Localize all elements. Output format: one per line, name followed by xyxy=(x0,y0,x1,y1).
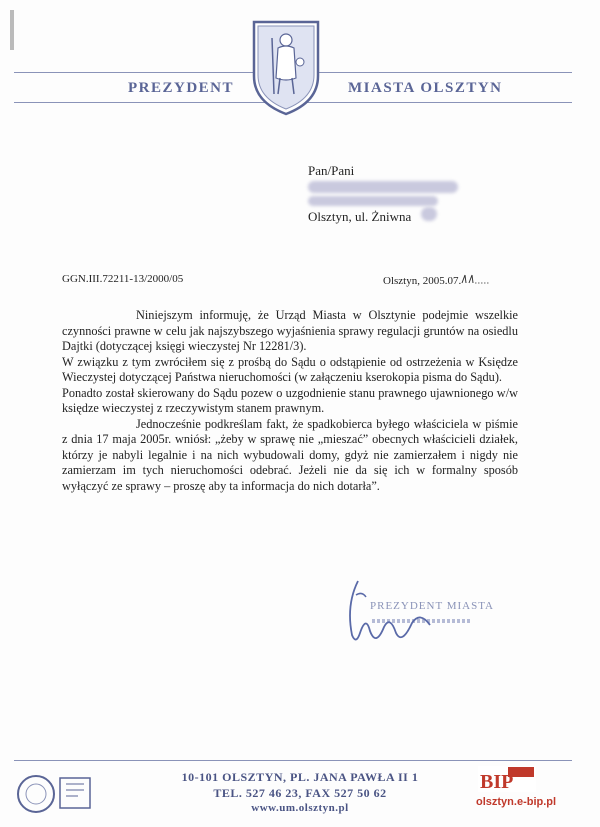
city-crest-icon xyxy=(250,18,322,116)
redacted-address xyxy=(308,196,438,206)
header-title-left: PREZYDENT xyxy=(128,80,235,96)
reference-number: GGN.III.72211-13/2000/05 xyxy=(62,273,184,285)
svg-text:PREZYDENT MIASTA: PREZYDENT MIASTA xyxy=(370,600,495,612)
paragraph-4: Jednocześnie podkreślam fakt, że spadkobierca byłego właściciela w piśmie z dnia 17 maja 2005r. wniósł: „żeby w sprawę nie „mieszać” obecnych właścicieli działek, którzy je nabyli legalnie i na nich wybudowali domy, gdyż nie zamierzałem i nigdy nie zamierzam im tych nieruchomości odebrać. Jeżeli nie da się ich w formalny sposób wyłączyć ze sprawy – proszę aby ta informacja do nich dotarła”. xyxy=(62,416,518,493)
letter-date: Olsztyn, 2005.07. xyxy=(383,273,489,287)
scan-edge-mark xyxy=(10,10,14,50)
letter-body xyxy=(62,308,518,494)
signature-stamp-icon xyxy=(340,575,520,655)
footer-address: 10-101 OLSZTYN, PL. JANA PAWŁA II 1 xyxy=(181,770,419,784)
paragraph-1: Niniejszym informuję, że Urząd Miasta w Olsztynie podejmie wszelkie czynności prawne w celu jak najszybszego wyjaśnienia sprawy regulacji gruntów na osiedlu Dajtki (dotyczącej księgi wieczystej Nr 12281/3). xyxy=(62,308,518,353)
bip-logo-icon[interactable] xyxy=(478,766,536,792)
redacted-name xyxy=(308,181,458,193)
header-title-right: MIASTA OLSZTYN xyxy=(348,80,503,96)
paragraph-3: Ponadto został skierowany do Sądu pozew o uzgodnienie stanu prawnego ujawnionego w/w księdze wieczystej z rzeczywistym stanem prawnym. xyxy=(62,385,518,415)
paragraph-2: W związku z tym zwróciłem się z prośbą do Sądu o odstąpienie od ostrzeżenia w Księdze Wieczystej dotyczącej Państwa nieruchomości (w załączeniu kserokopia pisma do Sądu). xyxy=(62,354,518,384)
svg-text:BIP: BIP xyxy=(480,771,514,792)
footer-phone: TEL. 527 46 23, FAX 527 50 62 xyxy=(213,786,387,800)
recipient-salutation: Pan/Pani xyxy=(308,163,355,178)
footer-website[interactable]: www.um.olsztyn.pl xyxy=(251,802,349,814)
redacted-number xyxy=(421,207,437,221)
footer-line xyxy=(14,760,572,761)
recipient-address: Olsztyn, ul. Żniwna xyxy=(308,209,412,224)
handwritten-day-icon xyxy=(461,273,489,285)
bip-url-link[interactable]: olsztyn.e-bip.pl xyxy=(476,796,557,808)
